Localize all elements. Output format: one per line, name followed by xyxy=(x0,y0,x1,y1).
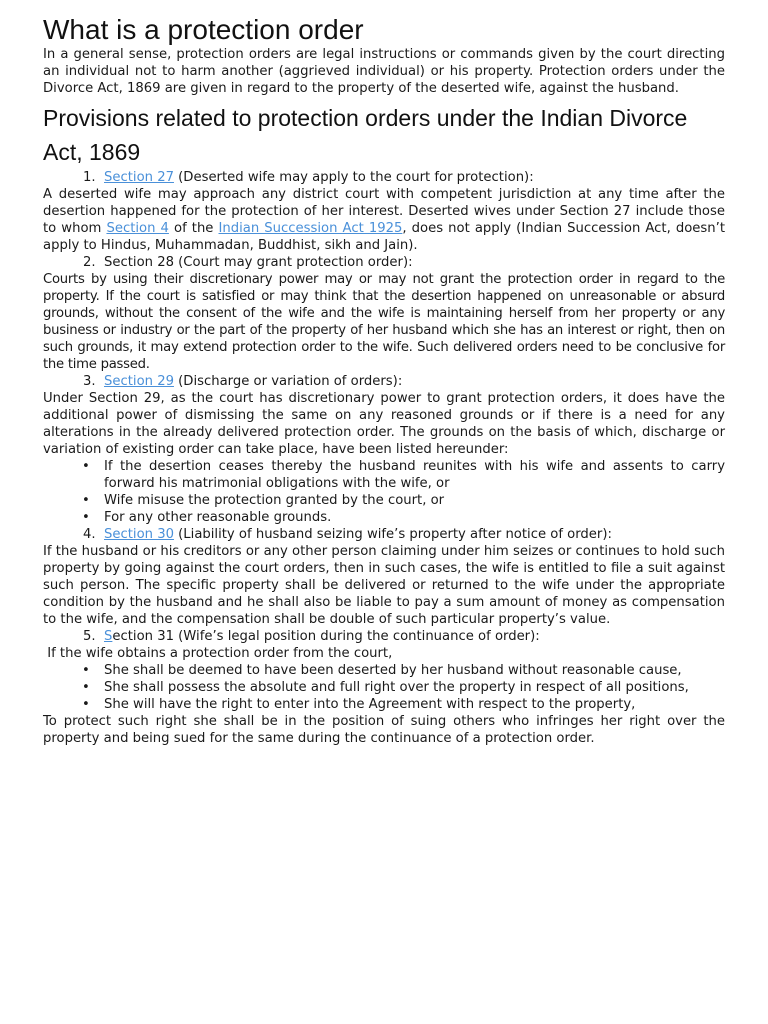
item-number: 3. xyxy=(83,374,96,389)
bullet-item: • For any other reasonable grounds. xyxy=(43,509,725,526)
item-label: Section 28 (Court may grant protection order): xyxy=(104,255,413,270)
item-label: ection 31 (Wife’s legal position during the continuance of order): xyxy=(112,629,540,644)
section-29-paragraph: Under Section 29, as the court has discretionary power to grant protection orders, it does have the additional power of dismissing the same on any reasoned grounds or if there is a need for any alterations in the already delivered protection order. The grounds on the basis of which, discharge or variation of existing order can take place, have been listed hereunder: xyxy=(43,391,725,457)
page-title: What is a protection order xyxy=(43,14,364,45)
section-30-link[interactable]: Section 30 xyxy=(104,527,174,542)
section-30-paragraph: If the husband or his creditors or any other person claiming under him seizes or continues to hold such property by going against the court orders, then in such cases, the wife is entitled to file a suit against such person. The specific property shall be delivered or returned to the wife under the appropriate condition by the husband and he shall also be liable to pay a sum amount of money as compensation to the wife, and the compensation shall be double of such particular property’s value. xyxy=(43,544,725,627)
section-27-paragraph: A deserted wife may approach any district court with competent jurisdiction at any time after the desertion happened for the protection of her interest. Deserted wives under Section 27 include those to whom Section 4 of the Indian Succession Act 1925, does not apply (Indian Succession Act, doesn’t apply to Hindus, Muhammadan, Buddhist, sikh and Jain). xyxy=(43,187,725,253)
item-number: 2. xyxy=(83,255,96,270)
list-item-section-31 xyxy=(43,628,725,645)
list-item-section-30 xyxy=(43,526,725,543)
intro-paragraph: In a general sense, protection orders are legal instructions or commands given by the court directing an individual not to harm another (aggrieved individual) or his property. Protection orders under the Divorce Act, 1869 are given in regard to the property of the deserted wife, against the husband. xyxy=(43,47,725,96)
article-content xyxy=(43,14,725,747)
item-label: (Discharge or variation of orders): xyxy=(173,374,403,389)
list-item-section-27 xyxy=(43,169,725,186)
bullet-item: • If the desertion ceases thereby the husband reunites with his wife and assents to carry forward his matrimonial obligations with the wife, or xyxy=(43,458,725,492)
item-number: 4. xyxy=(83,527,96,542)
section-29-bullets xyxy=(43,458,725,526)
item-label: (Liability of husband seizing wife’s property after notice of order): xyxy=(173,527,612,542)
section-31-link[interactable]: S xyxy=(104,629,113,644)
bullet-item: • She will have the right to enter into the Agreement with respect to the property, xyxy=(43,696,725,713)
section-4-link[interactable]: Section 4 xyxy=(106,221,169,236)
bullet-item: • She shall possess the absolute and full right over the property in respect of all positions, xyxy=(43,679,725,696)
section-28-paragraph: Courts by using their discretionary power may or may not grant the protection order in regard to the property. If the court is satisfied or may think that the desertion happened on unreasonable or absurd grounds, without the consent of the wife and the wife is maintaining herself from her property or any business or industry or the part of the property of her husband which she has an interest or right, then on such grounds, it may extend protection order to the wife. Such delivered orders need to be conclusive for the time passed. xyxy=(43,272,725,372)
list-item-section-28 xyxy=(43,254,725,271)
item-number: 1. xyxy=(83,170,96,185)
closing-paragraph: To protect such right she shall be in the position of suing others who infringes her right over the property and being sued for the same during the continuance of a protection order. xyxy=(43,714,725,746)
section-27-link[interactable]: Section 27 xyxy=(104,170,174,185)
section-29-link[interactable]: Section 29 xyxy=(104,374,174,389)
item-label: (Deserted wife may apply to the court for protection): xyxy=(173,170,534,185)
bullet-item: • She shall be deemed to have been deserted by her husband without reasonable cause, xyxy=(43,662,725,679)
bullet-item: • Wife misuse the protection granted by the court, or xyxy=(43,492,725,509)
item-number: 5. xyxy=(83,629,96,644)
list-item-section-29 xyxy=(43,373,725,390)
section-31-paragraph: If the wife obtains a protection order from the court, xyxy=(43,646,393,661)
section-31-bullets xyxy=(43,662,725,713)
section-heading: Provisions related to protection orders under the Indian Divorce Act, 1869 xyxy=(43,105,688,165)
indian-succession-act-link[interactable]: Indian Succession Act 1925 xyxy=(218,221,403,236)
